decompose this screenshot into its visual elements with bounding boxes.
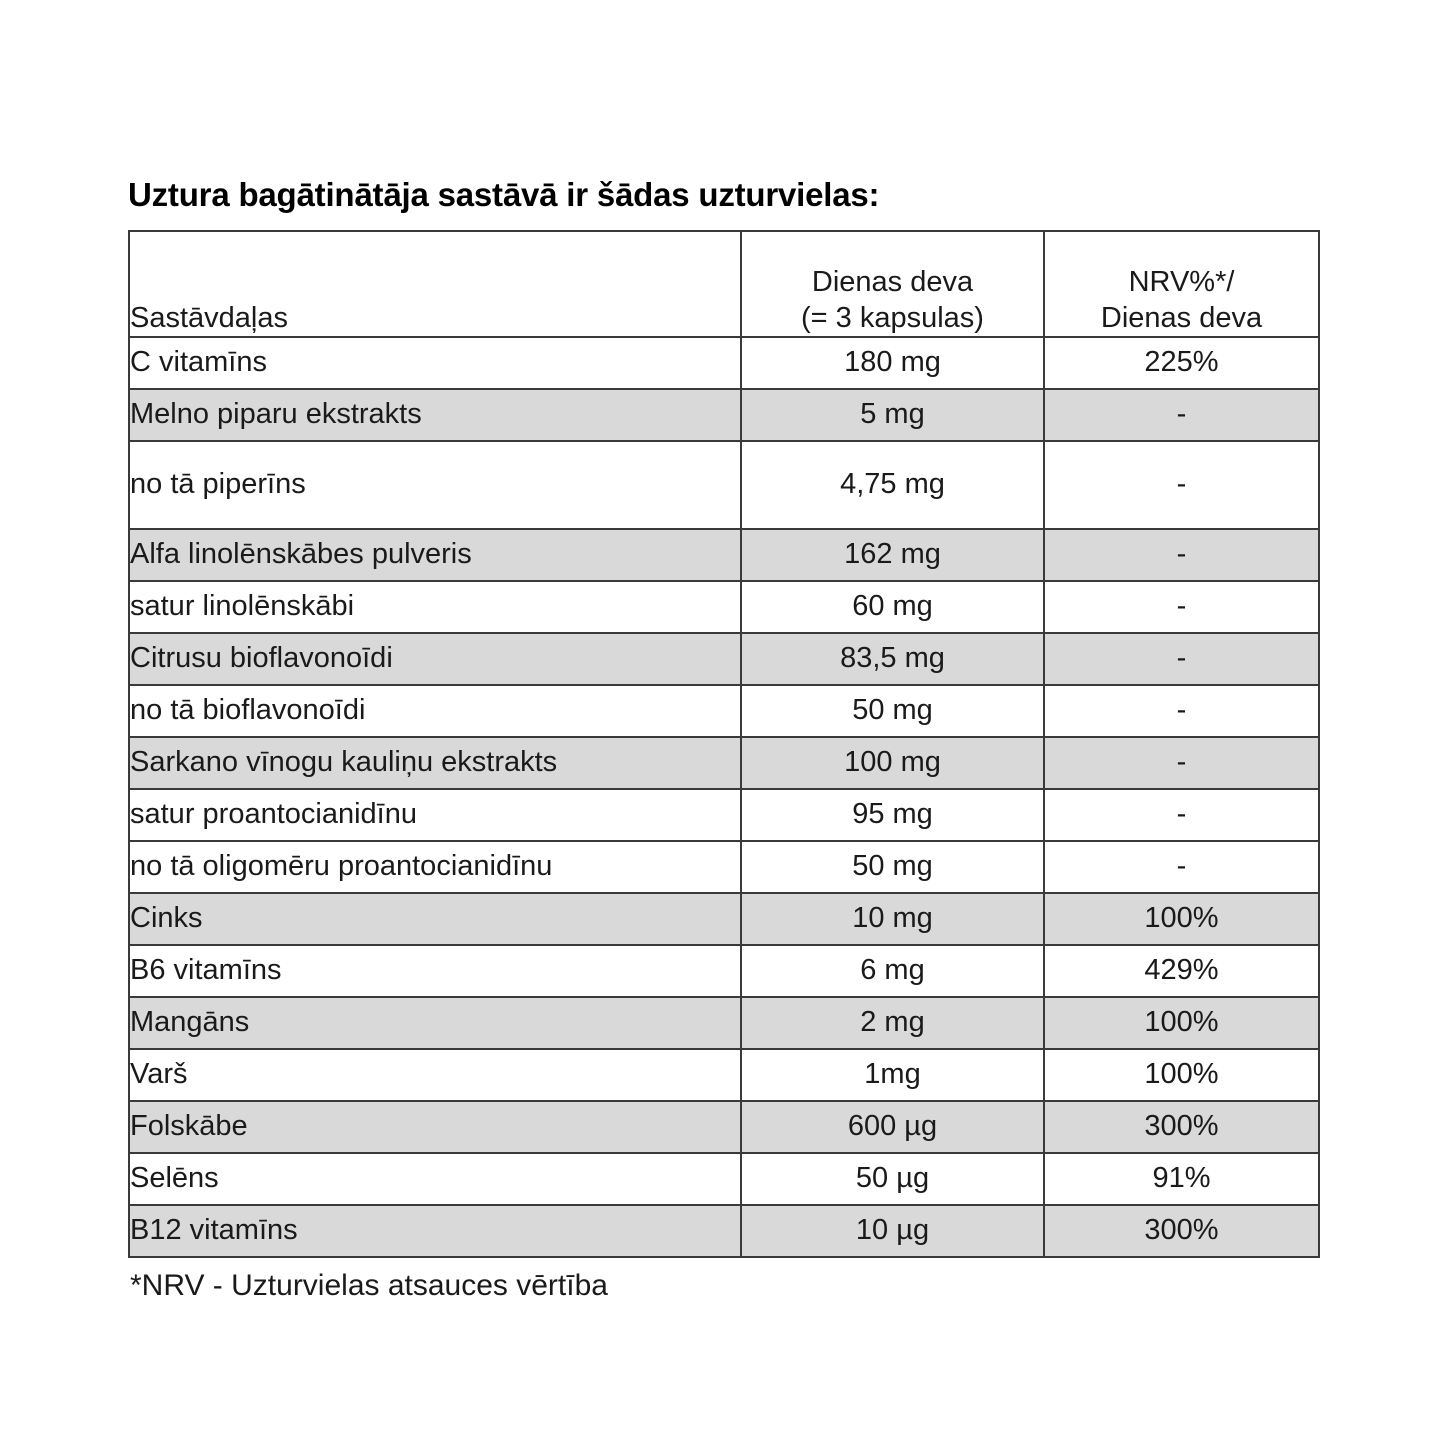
page-title: Uztura bagātinātāja sastāvā ir šādas uzturvielas: bbox=[128, 176, 880, 213]
cell-ingredient-name: no tā bioflavonoīdi bbox=[129, 685, 741, 737]
cell-ingredient-name: Cinks bbox=[129, 893, 741, 945]
cell-daily-dose: 4,75 mg bbox=[741, 441, 1044, 529]
cell-ingredient-name: satur linolēnskābi bbox=[129, 581, 741, 633]
cell-nrv-percent: - bbox=[1044, 441, 1319, 529]
table-row bbox=[129, 841, 1319, 893]
cell-nrv-percent: 429% bbox=[1044, 945, 1319, 997]
nrv-subtitle: Dienas deva bbox=[1100, 301, 1263, 334]
cell-nrv-percent: - bbox=[1044, 841, 1319, 893]
table-row bbox=[129, 581, 1319, 633]
cell-ingredient-name: Sarkano vīnogu kauliņu ekstrakts bbox=[129, 737, 741, 789]
cell-daily-dose: 83,5 mg bbox=[741, 633, 1044, 685]
table-row bbox=[129, 1153, 1319, 1205]
cell-daily-dose: 60 mg bbox=[741, 581, 1044, 633]
cell-ingredient-name: Alfa linolēnskābes pulveris bbox=[129, 529, 741, 581]
cell-daily-dose: 5 mg bbox=[741, 389, 1044, 441]
cell-nrv-percent: - bbox=[1044, 581, 1319, 633]
table-row bbox=[129, 389, 1319, 441]
cell-daily-dose: 600 µg bbox=[741, 1101, 1044, 1153]
cell-nrv-percent: 100% bbox=[1044, 893, 1319, 945]
table-body bbox=[129, 337, 1319, 1257]
table-row bbox=[129, 529, 1319, 581]
column-header-ingredients: Sastāvdaļas bbox=[129, 231, 741, 337]
cell-daily-dose: 95 mg bbox=[741, 789, 1044, 841]
cell-nrv-percent: - bbox=[1044, 389, 1319, 441]
cell-ingredient-name: Varš bbox=[129, 1049, 741, 1101]
table-row bbox=[129, 893, 1319, 945]
cell-daily-dose: 180 mg bbox=[741, 337, 1044, 389]
table-row bbox=[129, 1101, 1319, 1153]
cell-daily-dose: 162 mg bbox=[741, 529, 1044, 581]
cell-daily-dose: 50 mg bbox=[741, 685, 1044, 737]
nrv-title: NRV%*/ bbox=[1128, 266, 1235, 299]
cell-nrv-percent: 100% bbox=[1044, 997, 1319, 1049]
cell-nrv-percent: - bbox=[1044, 789, 1319, 841]
table-header bbox=[129, 231, 1319, 337]
cell-daily-dose: 2 mg bbox=[741, 997, 1044, 1049]
cell-ingredient-name: Selēns bbox=[129, 1153, 741, 1205]
column-header-nrv bbox=[1044, 231, 1319, 337]
daily-dose-subtitle: (= 3 kapsulas) bbox=[801, 301, 984, 334]
cell-ingredient-name: Citrusu bioflavonoīdi bbox=[129, 633, 741, 685]
cell-nrv-percent: - bbox=[1044, 529, 1319, 581]
column-header-daily-dose bbox=[741, 231, 1044, 337]
nutrition-sheet bbox=[128, 176, 1318, 1304]
cell-daily-dose: 50 µg bbox=[741, 1153, 1044, 1205]
cell-daily-dose: 10 mg bbox=[741, 893, 1044, 945]
table-row bbox=[129, 1049, 1319, 1101]
table-row bbox=[129, 789, 1319, 841]
cell-ingredient-name: Melno piparu ekstrakts bbox=[129, 389, 741, 441]
cell-nrv-percent: 300% bbox=[1044, 1205, 1319, 1257]
cell-nrv-percent: 225% bbox=[1044, 337, 1319, 389]
table-row bbox=[129, 945, 1319, 997]
cell-daily-dose: 10 µg bbox=[741, 1205, 1044, 1257]
nutrition-facts-table bbox=[128, 230, 1320, 1258]
nrv-footnote: *NRV - Uzturvielas atsauces vērtība bbox=[130, 1268, 608, 1302]
cell-daily-dose: 6 mg bbox=[741, 945, 1044, 997]
cell-nrv-percent: 100% bbox=[1044, 1049, 1319, 1101]
cell-ingredient-name: Mangāns bbox=[129, 997, 741, 1049]
cell-nrv-percent: - bbox=[1044, 685, 1319, 737]
cell-daily-dose: 50 mg bbox=[741, 841, 1044, 893]
cell-ingredient-name: no tā oligomēru proantocianidīnu bbox=[129, 841, 741, 893]
cell-ingredient-name: satur proantocianidīnu bbox=[129, 789, 741, 841]
cell-ingredient-name: B12 vitamīns bbox=[129, 1205, 741, 1257]
cell-nrv-percent: - bbox=[1044, 633, 1319, 685]
cell-nrv-percent: 91% bbox=[1044, 1153, 1319, 1205]
cell-daily-dose: 1mg bbox=[741, 1049, 1044, 1101]
cell-ingredient-name: Folskābe bbox=[129, 1101, 741, 1153]
cell-ingredient-name: no tā piperīns bbox=[129, 441, 741, 529]
table-row bbox=[129, 1205, 1319, 1257]
cell-ingredient-name: C vitamīns bbox=[129, 337, 741, 389]
table-row bbox=[129, 337, 1319, 389]
table-row bbox=[129, 997, 1319, 1049]
table-row bbox=[129, 685, 1319, 737]
cell-daily-dose: 100 mg bbox=[741, 737, 1044, 789]
cell-nrv-percent: - bbox=[1044, 737, 1319, 789]
cell-ingredient-name: B6 vitamīns bbox=[129, 945, 741, 997]
table-row bbox=[129, 441, 1319, 529]
daily-dose-title: Dienas deva bbox=[811, 266, 974, 299]
table-header-row bbox=[129, 231, 1319, 337]
table-row bbox=[129, 633, 1319, 685]
cell-nrv-percent: 300% bbox=[1044, 1101, 1319, 1153]
table-row bbox=[129, 737, 1319, 789]
